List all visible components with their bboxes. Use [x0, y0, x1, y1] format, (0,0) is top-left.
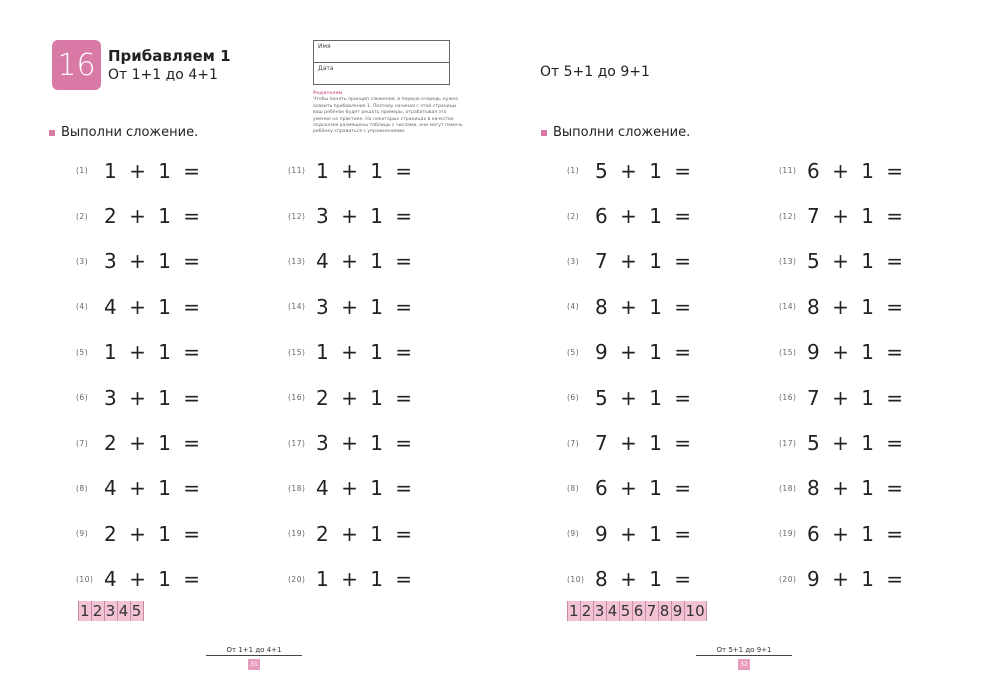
problem-number: (13) [288, 256, 306, 266]
problem-expression: 6 + 1 = [595, 204, 692, 229]
problem-number: (14) [779, 302, 797, 312]
problem-row [76, 239, 200, 284]
problem-column-1 [76, 148, 200, 602]
problem-row [779, 193, 903, 238]
problem-number: (11) [779, 166, 797, 176]
number-line-hint [78, 601, 144, 621]
problem-expression: 3 + 1 = [316, 204, 413, 229]
problem-expression: 8 + 1 = [807, 476, 904, 501]
problem-number: (9) [76, 529, 89, 539]
problem-number: (20) [779, 574, 797, 584]
problem-row [779, 466, 903, 511]
bullet-square-icon [49, 130, 55, 136]
problem-expression: 8 + 1 = [595, 567, 692, 592]
number-line-cell: 4 [607, 601, 620, 621]
problem-row [76, 284, 200, 329]
problem-expression: 2 + 1 = [316, 521, 413, 546]
problem-expression: 8 + 1 = [595, 294, 692, 319]
problem-expression: 5 + 1 = [807, 431, 904, 456]
problem-number: (8) [76, 483, 89, 493]
problem-expression: 4 + 1 = [104, 567, 201, 592]
problem-expression: 7 + 1 = [807, 385, 904, 410]
problem-row [288, 511, 412, 556]
number-line-cell: 5 [620, 601, 633, 621]
problem-number: (8) [567, 483, 580, 493]
problem-expression: 1 + 1 = [104, 340, 201, 365]
problem-row [288, 466, 412, 511]
problem-expression: 2 + 1 = [316, 385, 413, 410]
number-line-cell: 10 [685, 602, 705, 620]
problem-row [779, 148, 903, 193]
problem-number: (12) [288, 211, 306, 221]
problem-column-1 [567, 148, 691, 602]
problem-row [288, 148, 412, 193]
problem-number: (19) [288, 529, 306, 539]
problem-number: (6) [76, 393, 89, 403]
problem-expression: 7 + 1 = [595, 249, 692, 274]
parents-note-title: Родителям [313, 91, 343, 96]
problem-row [567, 284, 691, 329]
problem-number: (19) [779, 529, 797, 539]
parents-note [313, 91, 463, 136]
problem-number: (16) [779, 393, 797, 403]
problem-expression: 6 + 1 = [807, 521, 904, 546]
problem-row [779, 420, 903, 465]
lesson-title: Прибавляем 1 [108, 47, 231, 65]
problem-row [288, 284, 412, 329]
problem-expression: 4 + 1 = [104, 294, 201, 319]
problem-number: (2) [76, 211, 89, 221]
problem-row [567, 239, 691, 284]
number-line-cell: 7 [646, 601, 659, 621]
problem-expression: 2 + 1 = [104, 431, 201, 456]
right-page [500, 0, 1000, 698]
problem-number: (2) [567, 211, 580, 221]
date-label: Дата [318, 64, 334, 72]
number-line-cell: 5 [131, 601, 144, 621]
number-line-cell: 1 [80, 602, 90, 620]
problem-number: (3) [567, 256, 580, 266]
problem-expression: 5 + 1 = [595, 385, 692, 410]
problem-number: (1) [76, 166, 89, 176]
problem-expression: 1 + 1 = [316, 340, 413, 365]
problem-expression: 2 + 1 = [104, 204, 201, 229]
problem-row [567, 511, 691, 556]
problem-expression: 9 + 1 = [807, 340, 904, 365]
problem-expression: 3 + 1 = [316, 431, 413, 456]
problem-row [76, 375, 200, 420]
problem-number: (6) [567, 393, 580, 403]
problem-number: (16) [288, 393, 306, 403]
problem-row [567, 193, 691, 238]
problem-expression: 9 + 1 = [595, 340, 692, 365]
problem-expression: 9 + 1 = [595, 521, 692, 546]
problem-column-2 [288, 148, 412, 602]
problem-expression: 2 + 1 = [104, 521, 201, 546]
problem-number: (5) [76, 347, 89, 357]
lesson-subtitle: От 1+1 до 4+1 [108, 67, 218, 83]
problem-number: (7) [76, 438, 89, 448]
number-line-hint [567, 601, 707, 621]
problem-expression: 5 + 1 = [595, 158, 692, 183]
instruction-text: Выполни сложение. [61, 125, 199, 140]
problem-row [567, 148, 691, 193]
page-number: 32 [738, 659, 750, 670]
problem-number: (17) [779, 438, 797, 448]
problem-expression: 3 + 1 = [316, 294, 413, 319]
problem-expression: 3 + 1 = [104, 249, 201, 274]
problem-number: (4) [76, 302, 89, 312]
page-number: 31 [248, 659, 260, 670]
problem-row [779, 239, 903, 284]
problem-number: (15) [288, 347, 306, 357]
page-footer [696, 646, 792, 670]
problem-expression: 8 + 1 = [807, 294, 904, 319]
problem-column-2 [779, 148, 903, 602]
number-line-cell: 3 [594, 601, 607, 621]
number-line-cell: 2 [92, 601, 105, 621]
problem-number: (11) [288, 166, 306, 176]
problem-row [288, 375, 412, 420]
problem-number: (18) [288, 483, 306, 493]
problem-expression: 6 + 1 = [595, 476, 692, 501]
problem-expression: 7 + 1 = [807, 204, 904, 229]
problem-row [779, 511, 903, 556]
name-date-box [313, 40, 450, 85]
problem-expression: 7 + 1 = [595, 431, 692, 456]
problem-expression: 9 + 1 = [807, 567, 904, 592]
problem-row [76, 420, 200, 465]
problem-row [288, 239, 412, 284]
problem-number: (13) [779, 256, 797, 266]
problem-expression: 1 + 1 = [316, 567, 413, 592]
problem-number: (15) [779, 347, 797, 357]
footer-text: От 1+1 до 4+1 [206, 646, 302, 656]
number-line-cell: 2 [581, 601, 594, 621]
name-field[interactable] [314, 41, 449, 63]
problem-row [567, 466, 691, 511]
problem-row [567, 330, 691, 375]
problem-row [288, 330, 412, 375]
lesson-number-badge: 16 [52, 40, 101, 90]
number-line-cell: 3 [105, 601, 118, 621]
bullet-square-icon [541, 130, 547, 136]
number-line-cell: 4 [118, 601, 131, 621]
problem-row [76, 511, 200, 556]
parents-note-text: Чтобы понять принцип сложения, в первую очередь нужно освоить прибавление 1. Поэтому начиная с этой страницы ваш ребёнок будет решать примеры, отрабатывая это умение на практике. На некоторых страницах в качестве подсказки размещены таблицы с числами, они могут помочь ребёнку справиться с упражнениями. [313, 97, 463, 135]
problem-row [779, 375, 903, 420]
problem-row [76, 193, 200, 238]
problem-row [779, 330, 903, 375]
problem-row [76, 330, 200, 375]
instruction [49, 125, 198, 140]
problem-expression: 5 + 1 = [807, 249, 904, 274]
number-line-cell: 8 [659, 601, 672, 621]
problem-row [567, 420, 691, 465]
problem-expression: 6 + 1 = [807, 158, 904, 183]
problem-expression: 1 + 1 = [104, 158, 201, 183]
problem-number: (3) [76, 256, 89, 266]
problem-row [288, 193, 412, 238]
problem-row [76, 148, 200, 193]
problem-expression: 4 + 1 = [104, 476, 201, 501]
number-line-cell: 1 [569, 602, 579, 620]
problem-number: (12) [779, 211, 797, 221]
instruction [541, 125, 690, 140]
problem-number: (18) [779, 483, 797, 493]
problem-row [779, 557, 903, 602]
name-label: Имя [318, 43, 331, 50]
problem-row [779, 284, 903, 329]
problem-number: (5) [567, 347, 580, 357]
problem-row [288, 557, 412, 602]
problem-row [76, 557, 200, 602]
problem-number: (10) [567, 574, 585, 584]
problem-expression: 1 + 1 = [316, 158, 413, 183]
number-line-cell: 9 [672, 601, 685, 621]
problem-row [76, 466, 200, 511]
problem-row [567, 557, 691, 602]
problem-number: (7) [567, 438, 580, 448]
problem-number: (1) [567, 166, 580, 176]
problem-row [567, 375, 691, 420]
page-footer [206, 646, 302, 670]
problem-number: (10) [76, 574, 94, 584]
instruction-text: Выполни сложение. [553, 125, 691, 140]
problem-number: (20) [288, 574, 306, 584]
number-line-cell: 6 [633, 601, 646, 621]
lesson-subtitle: От 5+1 до 9+1 [540, 64, 650, 80]
date-field[interactable] [314, 63, 449, 85]
problem-expression: 4 + 1 = [316, 249, 413, 274]
problem-expression: 4 + 1 = [316, 476, 413, 501]
problem-expression: 3 + 1 = [104, 385, 201, 410]
footer-text: От 5+1 до 9+1 [696, 646, 792, 656]
problem-number: (4) [567, 302, 580, 312]
problem-number: (17) [288, 438, 306, 448]
problem-number: (14) [288, 302, 306, 312]
problem-row [288, 420, 412, 465]
problem-number: (9) [567, 529, 580, 539]
